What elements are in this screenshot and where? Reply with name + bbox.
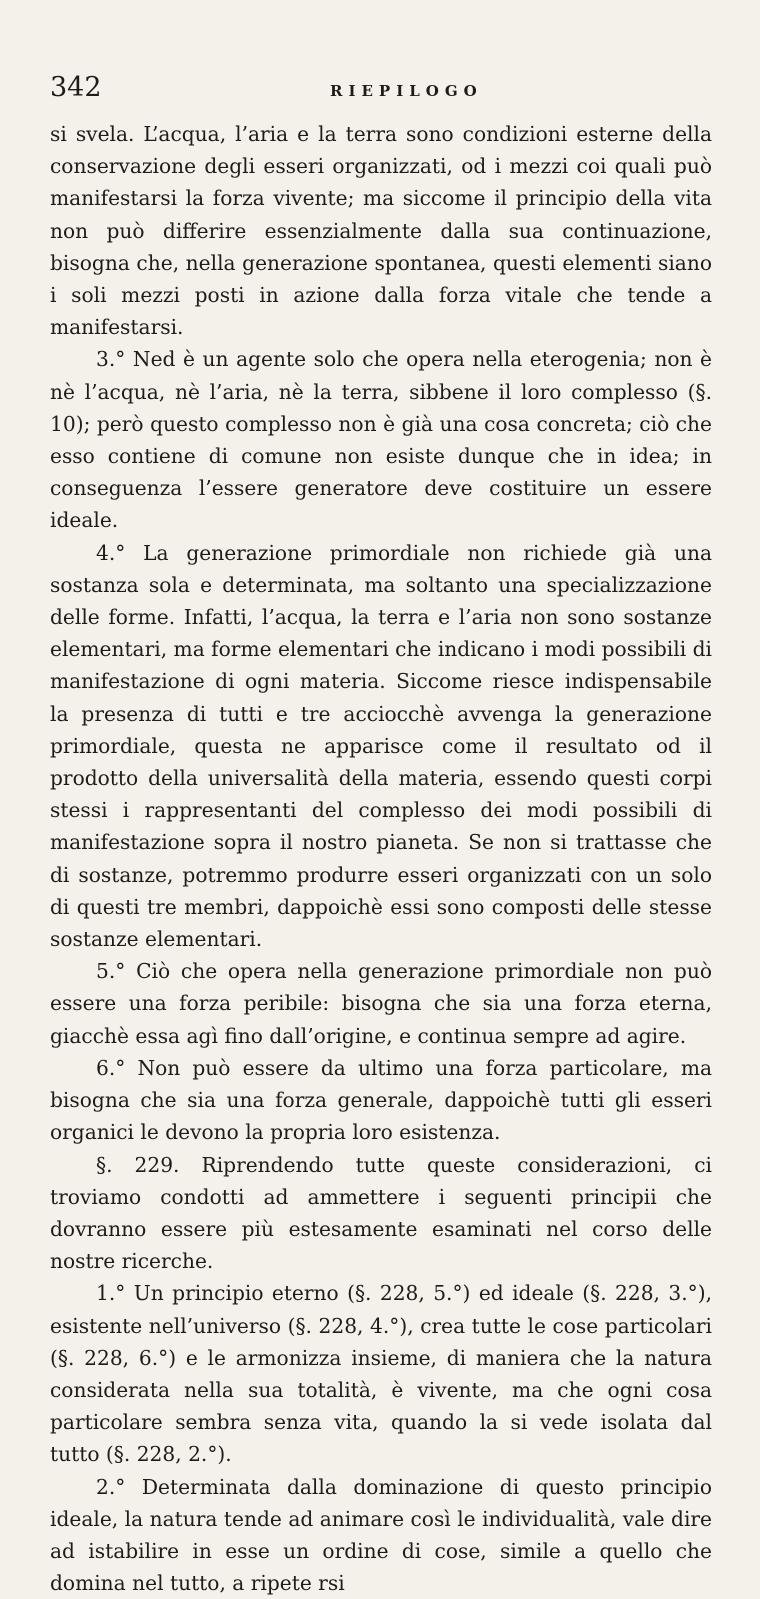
paragraph-continuation: si svela. L’acqua, l’aria e la terra sono condizioni esterne della conservazione degli esseri organizzati, od i mezzi coi quali può manifestarsi la forza vivente; ma siccome il principio della vita non può differire essenzialmente dalla sua continuazione, bisogna che, nella generazione spontanea, questi elementi siano i soli mezzi posti in azione dalla forza vitale che tende a manifestarsi.	[50, 122, 712, 340]
paragraph-point-4: 4.° La generazione primordiale non richiede già una sostanza sola e determinata, ma soltanto una specializzazione delle forme. Infatti, l’acqua, la terra e l’aria non sono sostanze elementari, ma forme elementari che indicano i modi possibili di manifestazione di ogni materia. Siccome riesce indispensabile la presenza di tutti e tre acciocchè avvenga la generazione primordiale, questa ne apparisce come il resultato od il prodotto della universalità della materia, essendo questi corpi stessi i rappresentanti del complesso dei modi possibili di manifestazione sopra il nostro pianeta. Se non si trattasse che di sostanze, potremmo produrre esseri organizzati con un solo di questi tre membri, dappoichè essi sono composti delle stesse sostanze elementari.	[50, 540, 712, 952]
paragraph-point-3: 3.° Ned è un agente solo che opera nella eterogenia; non è nè l’acqua, nè l’aria, nè la terra, sibbene il loro complesso (§. 10); però questo complesso non è già una cosa concreta; ciò che esso contiene di comune non esiste dunque che in idea; in conseguenza l’essere generatore deve costituire un essere ideale.	[50, 347, 712, 533]
paragraph-point-6: 6.° Non può essere da ultimo una forza particolare, ma bisogna che sia una forza generale, dappoichè tutti gli esseri organici le devono la propria loro esistenza.	[50, 1055, 712, 1145]
paragraph-section-229: §. 229. Riprendendo tutte queste considerazioni, ci troviamo condotti ad ammettere i seguenti principii che dovranno essere più estesamente esaminati nel corso delle nostre ricerche.	[50, 1152, 712, 1274]
page-header	[50, 72, 710, 112]
running-head: RIEPILOGO	[330, 82, 483, 100]
body-text	[50, 118, 712, 1599]
page-number: 342	[50, 72, 102, 103]
paragraph-principle-1: 1.° Un principio eterno (§. 228, 5.°) ed ideale (§. 228, 3.°), esistente nell’universo (§. 228, 4.°), crea tutte le cose particolari (§. 228, 6.°) e le armonizza insieme, di maniera che la natura considerata nella sua totalità, è vivente, ma che ogni cosa particolare sembra senza vita, quando la si vede isolata dal tutto (§. 228, 2.°).	[50, 1281, 712, 1467]
paragraph-principle-2: 2.° Determinata dalla dominazione di questo principio ideale, la natura tende ad animare così le individualità, vale dire ad istabilire in esse un ordine di cose, simile a quello che domina nel tutto, a ripete rsi	[50, 1474, 712, 1596]
paragraph-point-5: 5.° Ciò che opera nella generazione primordiale non può essere una forza peribile: bisogna che sia una forza eterna, giacchè essa agì fino dall’origine, e continua sempre ad agire.	[50, 959, 712, 1048]
